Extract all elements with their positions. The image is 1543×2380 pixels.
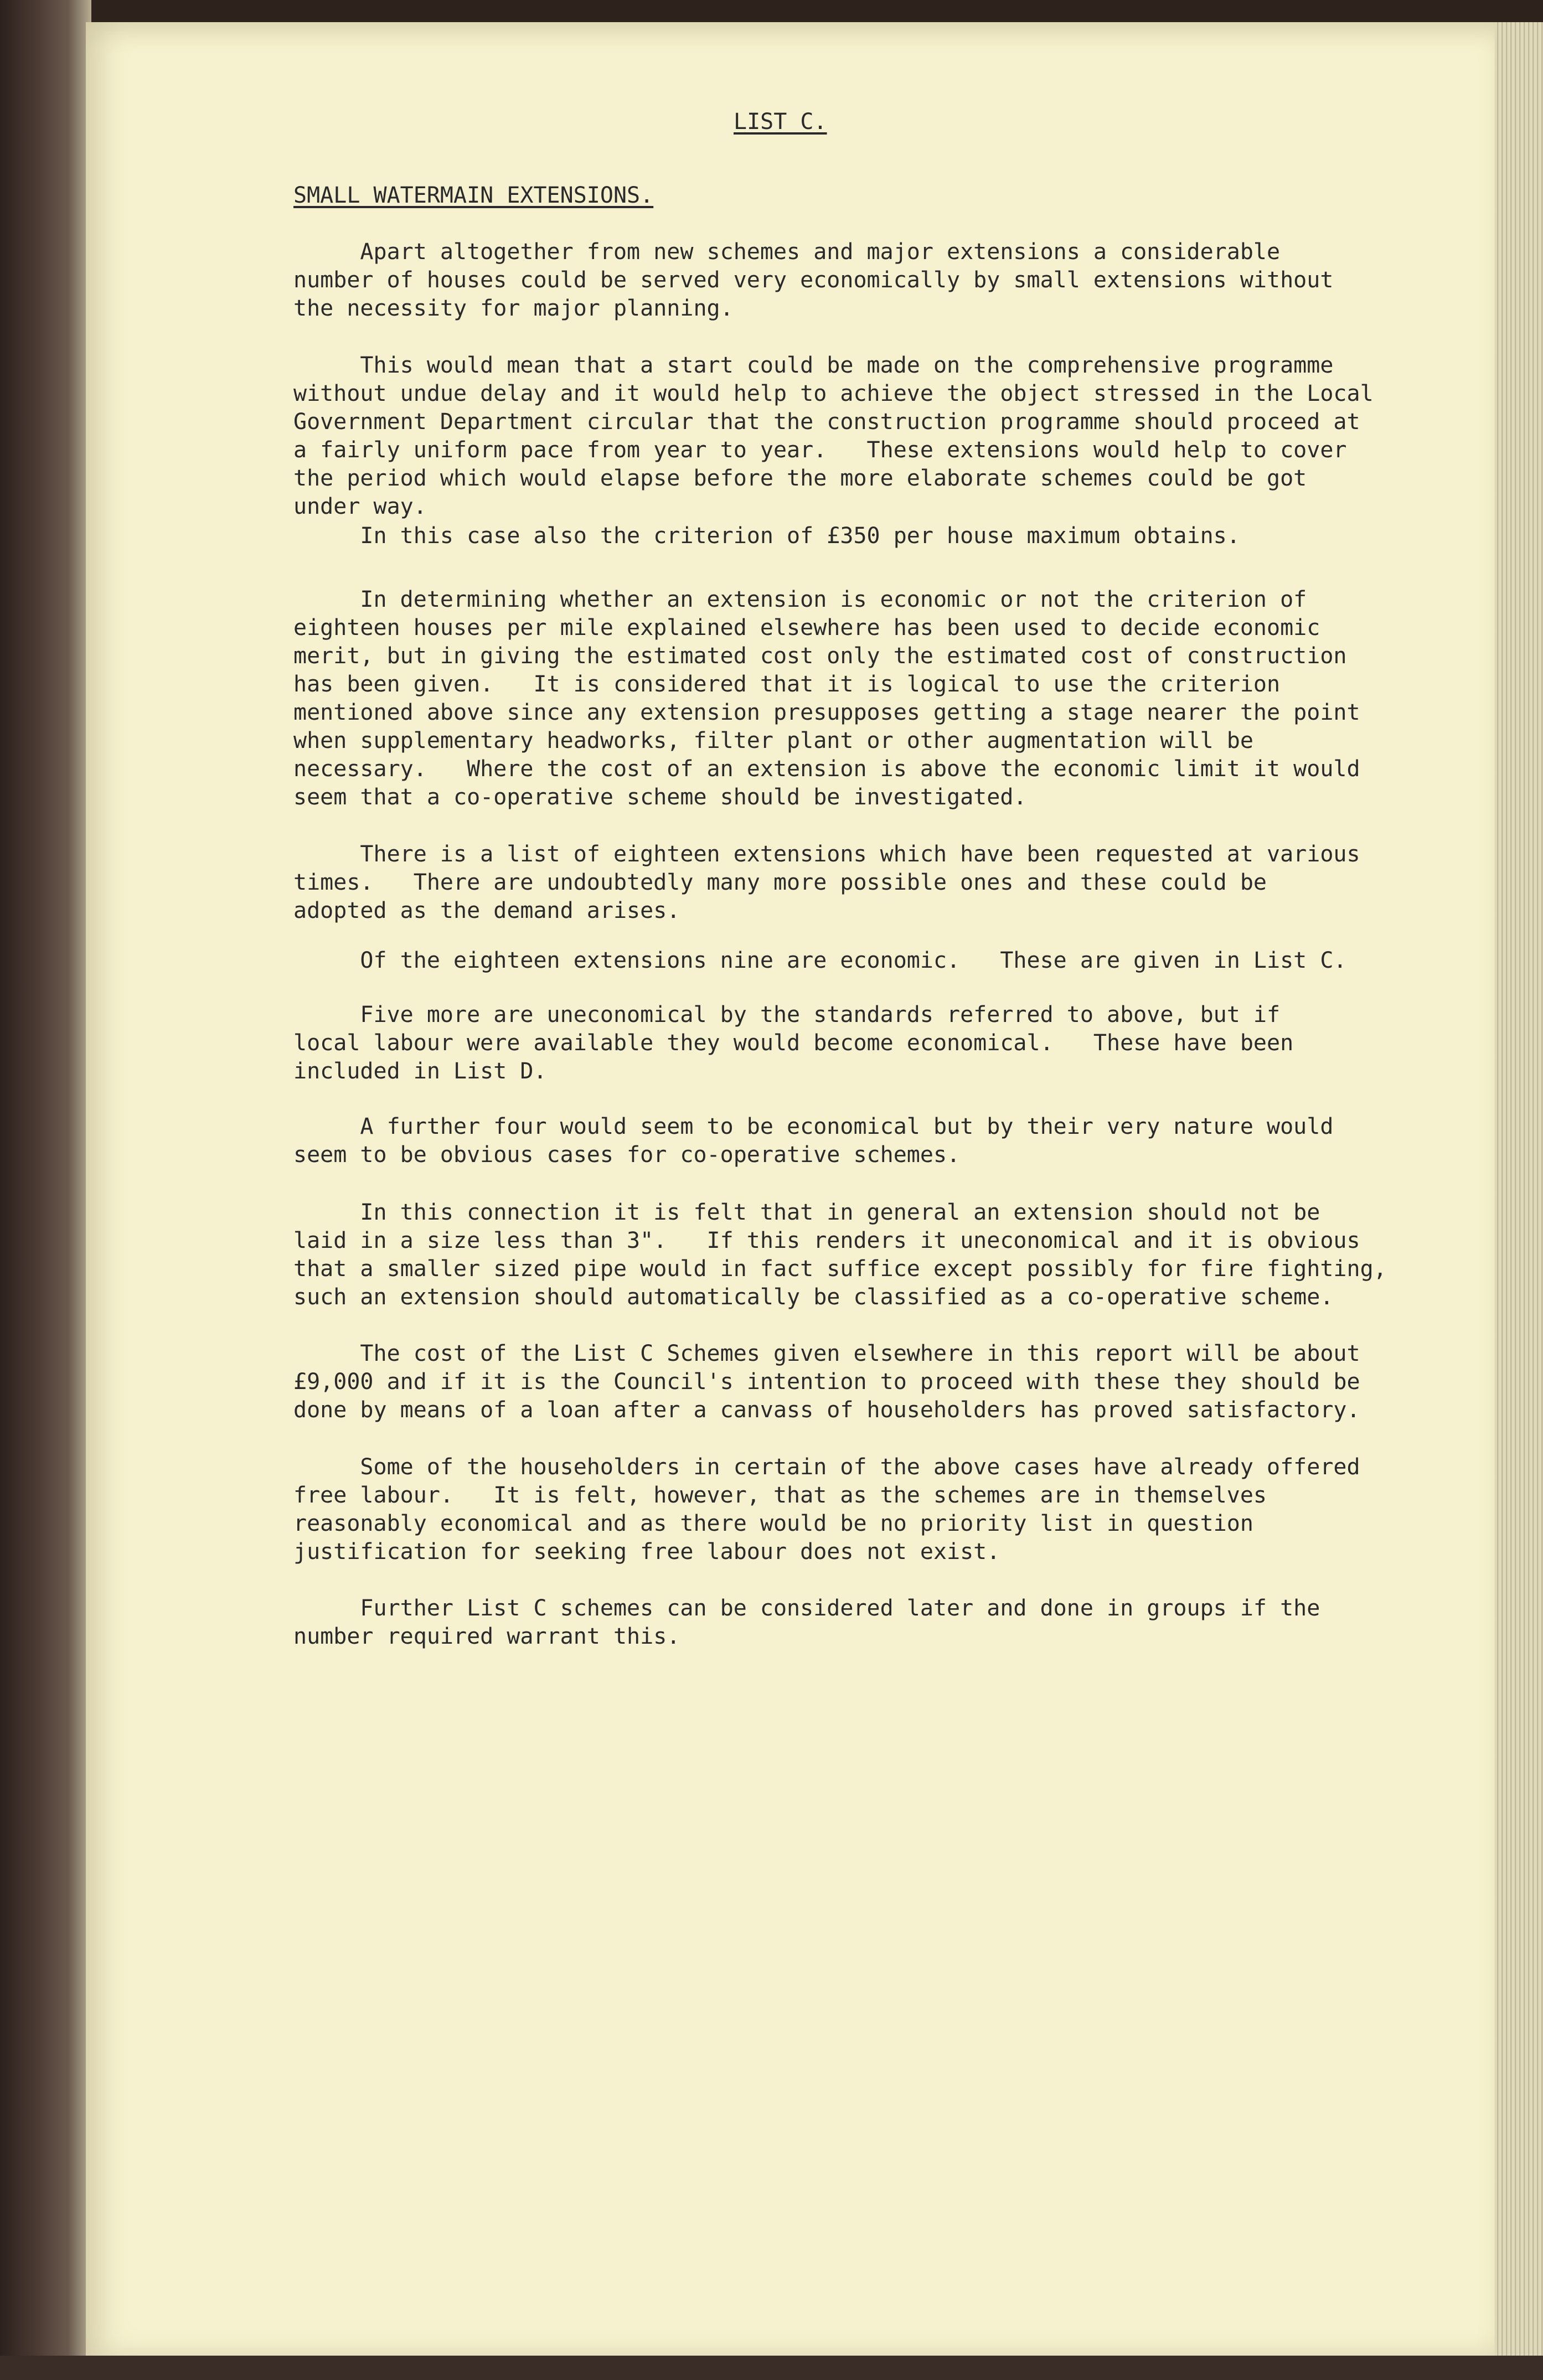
paragraph-12	[293, 1594, 1467, 1651]
paragraph-9	[293, 1199, 1467, 1312]
paragraph-line: adopted as the demand arises.	[293, 898, 680, 923]
paragraph-line: In this case also the criterion of £350 per house maximum obtains.	[293, 523, 1240, 549]
paragraph-line: under way.	[293, 494, 427, 519]
paragraph-line: number of houses could be served very economically by small extensions without	[293, 267, 1334, 293]
paragraph-line: necessary. Where the cost of an extension is above the economic limit it would	[293, 756, 1360, 782]
paragraph-4	[293, 586, 1467, 812]
paragraph-line: A further four would seem to be economical but by their very nature would	[293, 1114, 1334, 1139]
paragraph-line: done by means of a loan after a canvass of householders has proved satisfactory.	[293, 1397, 1360, 1423]
paragraph-line: times. There are undoubtedly many more possible ones and these could be	[293, 870, 1267, 895]
paragraph-line: merit, but in giving the estimated cost only the estimated cost of construction	[293, 643, 1347, 669]
paragraph-line: In determining whether an extension is economic or not the criterion of	[293, 587, 1307, 612]
paragraph-line: seem that a co-operative scheme should be investigated.	[293, 784, 1027, 810]
paragraph-line: Government Department circular that the construction programme should proceed at	[293, 409, 1360, 435]
paragraph-line: Some of the householders in certain of the above cases have already offered	[293, 1454, 1360, 1480]
paragraph-11	[293, 1453, 1467, 1566]
paragraph-line: Further List C schemes can be considered later and done in groups if the	[293, 1596, 1320, 1621]
paragraph-line: £9,000 and if it is the Council's intention to proceed with these they should be	[293, 1369, 1360, 1395]
paragraph-line: justification for seeking free labour does not exist.	[293, 1539, 1000, 1565]
book-binding-gutter	[0, 0, 91, 2380]
paragraph-line: reasonably economical and as there would be no priority list in question	[293, 1511, 1253, 1536]
paragraph-line: a fairly uniform pace from year to year. These extensions would help to cover	[293, 437, 1347, 463]
paragraph-1	[293, 238, 1467, 323]
paragraph-8	[293, 1113, 1467, 1169]
paragraph-line: laid in a size less than 3". If this renders it uneconomical and it is obvious	[293, 1228, 1360, 1253]
paragraph-line: Of the eighteen extensions nine are economic. These are given in List C.	[293, 948, 1347, 973]
paragraph-line: local labour were available they would become economical. These have been	[293, 1030, 1294, 1056]
paragraph-line: There is a list of eighteen extensions which have been requested at various	[293, 841, 1360, 867]
paragraph-line: This would mean that a start could be made on the comprehensive programme	[293, 353, 1334, 378]
paragraph-line: free labour. It is felt, however, that as the schemes are in themselves	[293, 1483, 1267, 1508]
paragraph-line: the necessity for major planning.	[293, 296, 734, 321]
list-title: LIST C.	[734, 109, 827, 135]
scanner-background-bottom	[0, 2356, 1543, 2380]
paragraph-line: that a smaller sized pipe would in fact suffice except possibly for fire fighting,	[293, 1256, 1387, 1282]
paragraph-line: Five more are uneconomical by the standards referred to above, but if	[293, 1002, 1281, 1028]
paragraph-line: without undue delay and it would help to achieve the object stressed in the Local	[293, 381, 1374, 406]
paragraph-3	[293, 522, 1467, 550]
page-stack-edge	[1495, 22, 1543, 2356]
paragraph-line: mentioned above since any extension presupposes getting a stage nearer the point	[293, 700, 1360, 725]
paragraph-7	[293, 1001, 1467, 1086]
paragraph-line: seem to be obvious cases for co-operative schemes.	[293, 1142, 961, 1168]
paragraph-line: included in List D.	[293, 1059, 547, 1084]
paragraph-line: number required warrant this.	[293, 1624, 680, 1649]
paragraph-line: the period which would elapse before the more elaborate schemes could be got	[293, 466, 1307, 491]
paragraph-10	[293, 1340, 1467, 1424]
paragraph-line: eighteen houses per mile explained elsewhere has been used to decide economic	[293, 615, 1320, 641]
paragraph-5	[293, 840, 1467, 925]
paragraph-line: Apart altogether from new schemes and major extensions a considerable	[293, 239, 1281, 265]
paragraph-2	[293, 352, 1467, 521]
paragraph-line: The cost of the List C Schemes given elsewhere in this report will be about	[293, 1341, 1360, 1366]
paragraph-6	[293, 947, 1467, 975]
paragraph-line: In this connection it is felt that in general an extension should not be	[293, 1200, 1320, 1225]
paragraph-line: has been given. It is considered that it is logical to use the criterion	[293, 672, 1281, 697]
paragraph-line: when supplementary headworks, filter plant or other augmentation will be	[293, 728, 1253, 753]
section-title: SMALL WATERMAIN EXTENSIONS.	[293, 183, 654, 208]
paragraph-line: such an extension should automatically be classified as a co-operative scheme.	[293, 1284, 1334, 1310]
